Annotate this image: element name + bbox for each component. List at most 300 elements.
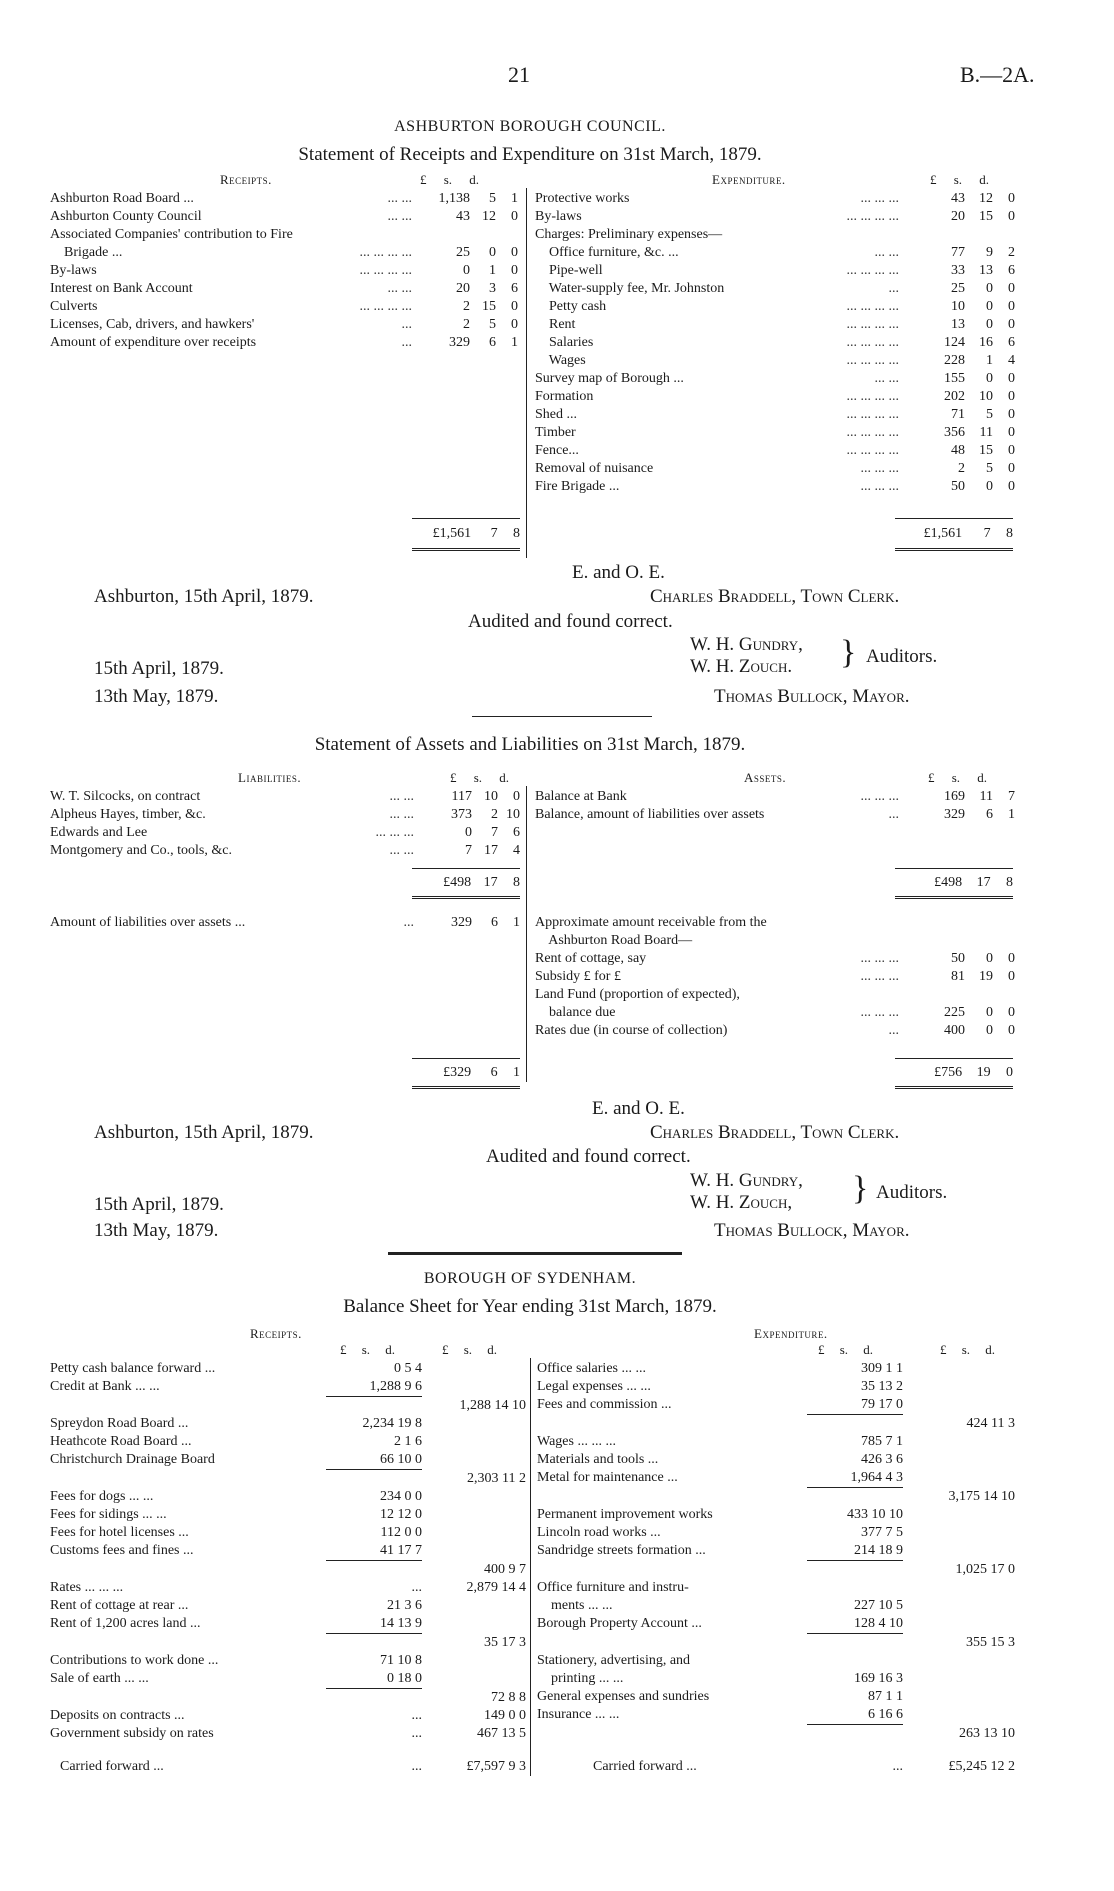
syd-receipts-carried-row bbox=[50, 1758, 526, 1776]
amount-subtotal: 467 13 5 bbox=[477, 1726, 526, 1741]
audited-1: Audited and found correct. bbox=[468, 611, 673, 632]
amount-subtotal: 263 13 10 bbox=[959, 1725, 1015, 1741]
row-label: Sale of earth ... ... bbox=[50, 1671, 149, 1686]
amount-detail: ... bbox=[411, 1580, 422, 1595]
amount-subtotal bbox=[903, 1506, 1015, 1524]
amount-pounds: 0 bbox=[463, 263, 470, 278]
row-label: Stationery, advertising, and bbox=[537, 1653, 691, 1668]
ledger-row bbox=[50, 1470, 526, 1489]
row-label: printing ... ... bbox=[537, 1671, 624, 1686]
amount-detail: 0 5 4 bbox=[394, 1361, 422, 1376]
amount-pence bbox=[993, 986, 1015, 1004]
leader-dots: ... ... ... ... bbox=[846, 407, 899, 422]
amount-pounds: 50 bbox=[951, 951, 965, 966]
amount-pounds: 43 bbox=[951, 191, 965, 206]
amount-pounds: 155 bbox=[944, 371, 965, 386]
ledger-row bbox=[50, 1378, 526, 1397]
leader-dots: ... ... bbox=[389, 843, 414, 858]
brace: } bbox=[840, 634, 857, 671]
page-number: 21 bbox=[508, 62, 530, 87]
amount-pence: 0 bbox=[1008, 1023, 1015, 1038]
statement1-title: Statement of Receipts and Expenditure on 31st March, 1879. bbox=[298, 144, 762, 165]
amount-pounds: 43 bbox=[456, 209, 470, 224]
amount-detail: 71 10 8 bbox=[380, 1653, 422, 1668]
amount-pounds: 400 bbox=[944, 1023, 965, 1038]
double-rule bbox=[895, 896, 1013, 899]
amount-subtotal bbox=[903, 1378, 1015, 1396]
left-total2-row bbox=[412, 1064, 520, 1082]
amount-pence: 0 bbox=[1008, 461, 1015, 476]
liab-over-pounds: 329 bbox=[451, 915, 472, 930]
amount-detail: ... bbox=[411, 1726, 422, 1741]
leader-dots: ... ... ... ... bbox=[846, 443, 899, 458]
ledger-row bbox=[537, 1415, 1015, 1434]
liabilities-heading: Liabilities. bbox=[238, 770, 302, 785]
leader-dots bbox=[789, 986, 899, 1004]
leader-dots: ... ... bbox=[387, 209, 412, 224]
row-label: Permanent improvement works bbox=[537, 1507, 713, 1522]
sydenham-title: BOROUGH OF SYDENHAM. bbox=[423, 1270, 637, 1287]
syd-exp-carried-row bbox=[537, 1758, 1015, 1776]
row-label: Sandridge streets formation ... bbox=[537, 1543, 706, 1558]
ledger-row bbox=[50, 226, 518, 244]
leader-dots: ... ... ... ... bbox=[359, 299, 412, 314]
row-label: Protective works bbox=[535, 191, 630, 206]
amount-pence: 0 bbox=[1008, 479, 1015, 494]
ledger-row bbox=[50, 1689, 526, 1708]
amount-subtotal bbox=[903, 1542, 1015, 1561]
amount-shillings: 12 bbox=[979, 191, 993, 206]
amount-detail bbox=[326, 1470, 422, 1489]
amount-detail: 433 10 10 bbox=[847, 1507, 903, 1522]
amount-shillings: 13 bbox=[979, 263, 993, 278]
ledger-row bbox=[50, 280, 518, 298]
amount-pence bbox=[993, 914, 1015, 932]
amount-pence: 2 bbox=[1008, 245, 1015, 260]
amount-detail: 128 4 10 bbox=[854, 1616, 903, 1631]
row-label: Wages ... ... ... bbox=[537, 1434, 616, 1449]
ledger-row bbox=[537, 1688, 1015, 1706]
amount-subtotal bbox=[422, 1433, 526, 1451]
ledger-row bbox=[50, 298, 518, 316]
amount-pounds: 2 bbox=[463, 299, 470, 314]
amount-pence: 0 bbox=[1008, 299, 1015, 314]
ledger-row bbox=[535, 370, 1015, 388]
amount-pence: 0 bbox=[1008, 209, 1015, 224]
amount-pence: 6 bbox=[1008, 335, 1015, 350]
leader-dots: ... bbox=[888, 281, 899, 296]
ledger-row bbox=[50, 208, 518, 226]
syd-exp-currency-a: £ s. d. bbox=[818, 1342, 874, 1357]
row-label: Christchurch Drainage Board bbox=[50, 1452, 215, 1467]
amount-detail: 21 3 6 bbox=[387, 1598, 422, 1613]
amount-detail: 785 7 1 bbox=[861, 1434, 903, 1449]
rule bbox=[412, 518, 520, 519]
statement2-title: Statement of Assets and Liabilities on 31st March, 1879. bbox=[314, 734, 746, 755]
town-clerk-1: Charles Braddell, Town Clerk. bbox=[650, 586, 900, 607]
syd-exp-carried-a: ... bbox=[892, 1759, 903, 1774]
row-label: Ashburton Road Board— bbox=[535, 933, 693, 948]
amount-detail: 0 18 0 bbox=[387, 1671, 422, 1686]
leader-dots: ... ... ... bbox=[860, 479, 899, 494]
amount-subtotal: 1,025 17 0 bbox=[955, 1561, 1015, 1577]
amount-pounds: 225 bbox=[944, 1005, 965, 1020]
assets-total-pounds: £498 bbox=[934, 875, 963, 890]
amount-subtotal bbox=[422, 1597, 526, 1615]
amount-subtotal bbox=[422, 1360, 526, 1378]
leader-dots: ... bbox=[888, 1023, 899, 1038]
assets-total-row bbox=[895, 874, 1013, 892]
ledger-row bbox=[50, 842, 520, 860]
assets-heading: Assets. bbox=[744, 770, 787, 785]
ledger-row bbox=[50, 1707, 526, 1725]
amount-shillings: 7 bbox=[491, 825, 498, 840]
amount-pence bbox=[993, 932, 1015, 950]
ledger-row bbox=[537, 1524, 1015, 1542]
leader-dots: ... bbox=[888, 807, 899, 822]
amount-subtotal bbox=[903, 1433, 1015, 1451]
amount-detail bbox=[807, 1725, 903, 1744]
row-label bbox=[537, 1725, 807, 1744]
place-date-2: Ashburton, 15th April, 1879. bbox=[94, 1122, 314, 1143]
ledger-row bbox=[50, 1542, 526, 1561]
ledger-row bbox=[537, 1725, 1015, 1744]
amount-detail: 214 18 9 bbox=[854, 1543, 903, 1558]
leader-dots: ... ... ... ... bbox=[846, 317, 899, 332]
amount-shillings: 15 bbox=[482, 299, 496, 314]
amount-subtotal bbox=[903, 1597, 1015, 1615]
ledger-row bbox=[50, 1652, 526, 1670]
amount-pounds: 33 bbox=[951, 263, 965, 278]
amount-pounds bbox=[899, 226, 965, 244]
amount-detail: 35 13 2 bbox=[861, 1379, 903, 1394]
amount-detail bbox=[807, 1652, 903, 1670]
ledger-row bbox=[535, 262, 1015, 280]
date-april-2: 15th April, 1879. bbox=[94, 1194, 224, 1215]
double-rule bbox=[895, 1086, 1013, 1089]
ledger-row bbox=[535, 1022, 1015, 1040]
amount-shillings: 0 bbox=[986, 1023, 993, 1038]
receipts-heading: Receipts. bbox=[220, 172, 272, 187]
amount-detail: 79 17 0 bbox=[861, 1397, 903, 1412]
double-rule bbox=[895, 548, 1013, 551]
right-total2-shillings: 19 bbox=[976, 1065, 991, 1080]
amount-shillings: 9 bbox=[986, 245, 993, 260]
audited-2: Audited and found correct. bbox=[486, 1146, 691, 1167]
liab-over-shillings: 6 bbox=[491, 915, 498, 930]
row-label: Approximate amount receivable from the bbox=[535, 915, 767, 930]
amount-pounds: 329 bbox=[449, 335, 470, 350]
amount-detail bbox=[326, 1397, 422, 1416]
ledger-row bbox=[535, 914, 1015, 932]
amount-shillings: 0 bbox=[986, 479, 993, 494]
amount-detail bbox=[807, 1415, 903, 1434]
amount-pounds: 25 bbox=[456, 245, 470, 260]
ledger-row bbox=[535, 806, 1015, 824]
leader-dots: ... ... ... ... bbox=[846, 389, 899, 404]
syd-exp-carried-total: £5,245 12 2 bbox=[948, 1759, 1015, 1774]
row-label: Heathcote Road Board ... bbox=[50, 1434, 192, 1449]
row-label: Legal expenses ... ... bbox=[537, 1379, 651, 1394]
row-label: Spreydon Road Board ... bbox=[50, 1416, 189, 1431]
ledger-row bbox=[535, 968, 1015, 986]
amount-subtotal bbox=[903, 1615, 1015, 1634]
leader-dots: ... ... ... ... bbox=[846, 353, 899, 368]
amount-shillings: 0 bbox=[986, 281, 993, 296]
amount-pounds: 1,138 bbox=[438, 191, 470, 206]
row-label: Pipe-well bbox=[535, 263, 603, 278]
amount-detail: 14 13 9 bbox=[380, 1616, 422, 1631]
ledger-row bbox=[50, 1506, 526, 1524]
syd-receipts-currency-a: £ s. d. bbox=[340, 1342, 396, 1357]
row-label: Brigade ... bbox=[50, 245, 123, 260]
liab-over-pence: 1 bbox=[513, 915, 520, 930]
ledger-row bbox=[535, 1004, 1015, 1022]
leader-dots: ... ... bbox=[389, 807, 414, 822]
ledger-row bbox=[50, 334, 518, 352]
expenditure-total-shillings: 7 bbox=[983, 526, 991, 541]
leader-dots: ... ... ... bbox=[860, 789, 899, 804]
row-label: Fees for dogs ... ... bbox=[50, 1489, 154, 1504]
leader-dots: ... bbox=[401, 335, 412, 350]
ledger-row bbox=[537, 1561, 1015, 1580]
amount-subtotal bbox=[903, 1652, 1015, 1670]
amount-pence: 0 bbox=[513, 789, 520, 804]
leader-dots: ... bbox=[401, 317, 412, 332]
amount-detail: 2 1 6 bbox=[394, 1434, 422, 1449]
expenditure-currency: £ s. d. bbox=[930, 172, 990, 187]
double-rule bbox=[412, 896, 520, 899]
amount-shillings: 19 bbox=[979, 969, 993, 984]
ledger-row bbox=[535, 788, 1015, 806]
ledger-row bbox=[535, 316, 1015, 334]
row-label: Charges: Preliminary expenses— bbox=[535, 227, 723, 242]
amount-pence: 0 bbox=[1008, 425, 1015, 440]
ledger-row bbox=[50, 1579, 526, 1597]
column-divider bbox=[526, 188, 527, 558]
ledger-row bbox=[50, 1397, 526, 1416]
row-label: Ashburton Road Board ... bbox=[50, 191, 194, 206]
row-label: Interest on Bank Account bbox=[50, 281, 193, 296]
ledger-row bbox=[50, 316, 518, 334]
amount-subtotal: 35 17 3 bbox=[484, 1634, 526, 1650]
row-label: Survey map of Borough ... bbox=[535, 371, 684, 386]
ledger-row bbox=[535, 334, 1015, 352]
amount-pence: 0 bbox=[1008, 389, 1015, 404]
amount-pounds: 117 bbox=[451, 789, 472, 804]
amount-detail bbox=[326, 1689, 422, 1708]
ledger-row bbox=[537, 1488, 1015, 1507]
row-label: Alpheus Hayes, timber, &c. bbox=[50, 807, 206, 822]
ledger-row bbox=[537, 1579, 1015, 1597]
amount-pounds: 2 bbox=[463, 317, 470, 332]
amount-pence: 4 bbox=[1008, 353, 1015, 368]
row-label: Office furniture, &c. ... bbox=[535, 245, 679, 260]
amount-pounds: 48 bbox=[951, 443, 965, 458]
amount-subtotal: 149 0 0 bbox=[484, 1708, 526, 1723]
amount-pounds: 124 bbox=[944, 335, 965, 350]
ledger-row bbox=[50, 1415, 526, 1433]
auditor-gundry-2: W. H. Gundry, bbox=[690, 1170, 803, 1191]
row-label: Licenses, Cab, drivers, and hawkers' bbox=[50, 317, 255, 332]
ledger-row bbox=[50, 1634, 526, 1653]
row-label: W. T. Silcocks, on contract bbox=[50, 789, 201, 804]
amount-pence: 0 bbox=[511, 317, 518, 332]
mayor-1: Thomas Bullock, Mayor. bbox=[714, 686, 910, 707]
row-label: Salaries bbox=[535, 335, 594, 350]
amount-shillings: 1 bbox=[489, 263, 496, 278]
ledger-row bbox=[50, 806, 520, 824]
ledger-row bbox=[50, 244, 518, 262]
amount-shillings: 0 bbox=[986, 317, 993, 332]
right-total2-pence: 0 bbox=[1006, 1065, 1013, 1080]
amount-pence: 0 bbox=[1008, 281, 1015, 296]
amount-detail: 12 12 0 bbox=[380, 1507, 422, 1522]
amount-detail: 41 17 7 bbox=[380, 1543, 422, 1558]
ledger-row bbox=[537, 1542, 1015, 1561]
ledger-row bbox=[50, 262, 518, 280]
place-date-1: Ashburton, 15th April, 1879. bbox=[94, 586, 314, 607]
ledger-row bbox=[535, 442, 1015, 460]
ledger-row bbox=[537, 1396, 1015, 1415]
column-divider bbox=[526, 786, 527, 1082]
amount-shillings: 2 bbox=[491, 807, 498, 822]
liabilities-total-shillings: 17 bbox=[483, 875, 498, 890]
ledger-row bbox=[535, 460, 1015, 478]
row-label: Customs fees and fines ... bbox=[50, 1543, 194, 1558]
amount-shillings: 3 bbox=[489, 281, 496, 296]
ledger-row bbox=[537, 1378, 1015, 1396]
amount-subtotal bbox=[422, 1524, 526, 1542]
leader-dots: ... bbox=[403, 915, 414, 930]
liabilities-currency: £ s. d. bbox=[450, 770, 510, 785]
amount-subtotal bbox=[422, 1488, 526, 1506]
liab-over-label: Amount of liabilities over assets ... bbox=[50, 915, 246, 930]
ledger-row bbox=[537, 1469, 1015, 1488]
amount-shillings bbox=[965, 986, 993, 1004]
row-label bbox=[50, 1397, 326, 1416]
amount-detail bbox=[807, 1488, 903, 1507]
amount-subtotal bbox=[422, 1415, 526, 1433]
row-label: Rates due (in course of collection) bbox=[535, 1023, 728, 1038]
ledger-row bbox=[50, 1488, 526, 1506]
leader-dots: ... ... ... ... bbox=[846, 425, 899, 440]
receipts-total-pence: 8 bbox=[513, 526, 520, 541]
amount-subtotal bbox=[422, 1506, 526, 1524]
leader-dots: ... ... ... ... bbox=[846, 263, 899, 278]
row-label: Rent bbox=[535, 317, 576, 332]
amount-shillings bbox=[965, 932, 993, 950]
amount-detail bbox=[326, 1634, 422, 1653]
amount-pence: 1 bbox=[511, 335, 518, 350]
sydenham-subtitle: Balance Sheet for Year ending 31st March, 1879. bbox=[343, 1296, 717, 1317]
amount-subtotal: 3,175 14 10 bbox=[948, 1488, 1015, 1504]
assets-total-shillings: 17 bbox=[976, 875, 991, 890]
ledger-row bbox=[535, 244, 1015, 262]
liabilities-total-pounds: £498 bbox=[443, 875, 472, 890]
row-label: Rent of cottage, say bbox=[535, 951, 647, 966]
double-rule bbox=[412, 1086, 520, 1089]
ledger-row bbox=[50, 1725, 526, 1743]
ledger-row bbox=[535, 986, 1015, 1004]
row-label bbox=[537, 1415, 807, 1434]
amount-pence: 0 bbox=[1008, 1005, 1015, 1020]
ledger-row bbox=[535, 298, 1015, 316]
amount-pence: 1 bbox=[1008, 807, 1015, 822]
row-label: Rent of 1,200 acres land ... bbox=[50, 1616, 201, 1631]
amount-detail bbox=[807, 1634, 903, 1653]
amount-detail: 2,234 19 8 bbox=[362, 1416, 422, 1431]
amount-pence: 0 bbox=[1008, 317, 1015, 332]
liabilities-total-row bbox=[412, 874, 520, 892]
syd-receipts-heading: Receipts. bbox=[250, 1326, 302, 1341]
ledger-row bbox=[535, 932, 1015, 950]
row-label: By-laws bbox=[50, 263, 97, 278]
leader-dots: ... ... ... ... bbox=[846, 209, 899, 224]
amount-pence: 0 bbox=[511, 263, 518, 278]
separator bbox=[472, 716, 652, 717]
amount-shillings: 16 bbox=[979, 335, 993, 350]
amount-pounds: 169 bbox=[944, 789, 965, 804]
expenditure-total-row bbox=[895, 525, 1013, 543]
leader-dots: ... ... ... ... bbox=[359, 245, 412, 260]
amount-subtotal bbox=[903, 1706, 1015, 1725]
amount-pence: 0 bbox=[1008, 371, 1015, 386]
amount-shillings: 11 bbox=[979, 789, 993, 804]
ledger-row bbox=[537, 1433, 1015, 1451]
amount-subtotal: 2,879 14 4 bbox=[466, 1580, 526, 1595]
syd-exp-carried-label: Carried forward ... bbox=[593, 1759, 697, 1774]
leader-dots bbox=[789, 226, 899, 244]
amount-pence: 0 bbox=[1008, 951, 1015, 966]
amount-shillings: 0 bbox=[986, 299, 993, 314]
liabilities-table bbox=[50, 788, 520, 860]
amount-shillings: 10 bbox=[979, 389, 993, 404]
ledger-row bbox=[535, 226, 1015, 244]
amount-detail bbox=[807, 1561, 903, 1580]
row-label: Metal for maintenance ... bbox=[537, 1470, 678, 1485]
leader-dots bbox=[789, 914, 899, 932]
ledger-row bbox=[535, 190, 1015, 208]
leader-dots: ... ... bbox=[387, 281, 412, 296]
row-label: Fees for hotel licenses ... bbox=[50, 1525, 189, 1540]
row-label: Subsidy £ for £ bbox=[535, 969, 621, 984]
row-label: Ashburton County Council bbox=[50, 209, 202, 224]
row-label: Fence... bbox=[535, 443, 579, 458]
ledger-row bbox=[50, 788, 520, 806]
ledger-row bbox=[537, 1652, 1015, 1670]
amount-pounds bbox=[899, 914, 965, 932]
amount-subtotal: 400 9 7 bbox=[484, 1561, 526, 1577]
ledger-row bbox=[537, 1506, 1015, 1524]
leader-dots: ... ... ... bbox=[375, 825, 414, 840]
row-label: General expenses and sundries bbox=[537, 1689, 710, 1704]
amount-shillings bbox=[965, 226, 993, 244]
row-label: Fees and commission ... bbox=[537, 1397, 672, 1412]
amount-shillings: 5 bbox=[489, 317, 496, 332]
amount-pence: 0 bbox=[511, 209, 518, 224]
amount-detail: 66 10 0 bbox=[380, 1452, 422, 1467]
row-label bbox=[50, 1689, 326, 1708]
syd-receipts-carried-label: Carried forward ... bbox=[60, 1759, 164, 1774]
amount-pence: 0 bbox=[1008, 407, 1015, 422]
left-total2-pounds: £329 bbox=[443, 1065, 472, 1080]
row-label: Removal of nuisance bbox=[535, 461, 654, 476]
leader-dots: ... ... ... ... bbox=[846, 299, 899, 314]
assets-table bbox=[535, 788, 1015, 824]
row-label: Amount of expenditure over receipts bbox=[50, 335, 257, 350]
amount-pounds: 50 bbox=[951, 479, 965, 494]
